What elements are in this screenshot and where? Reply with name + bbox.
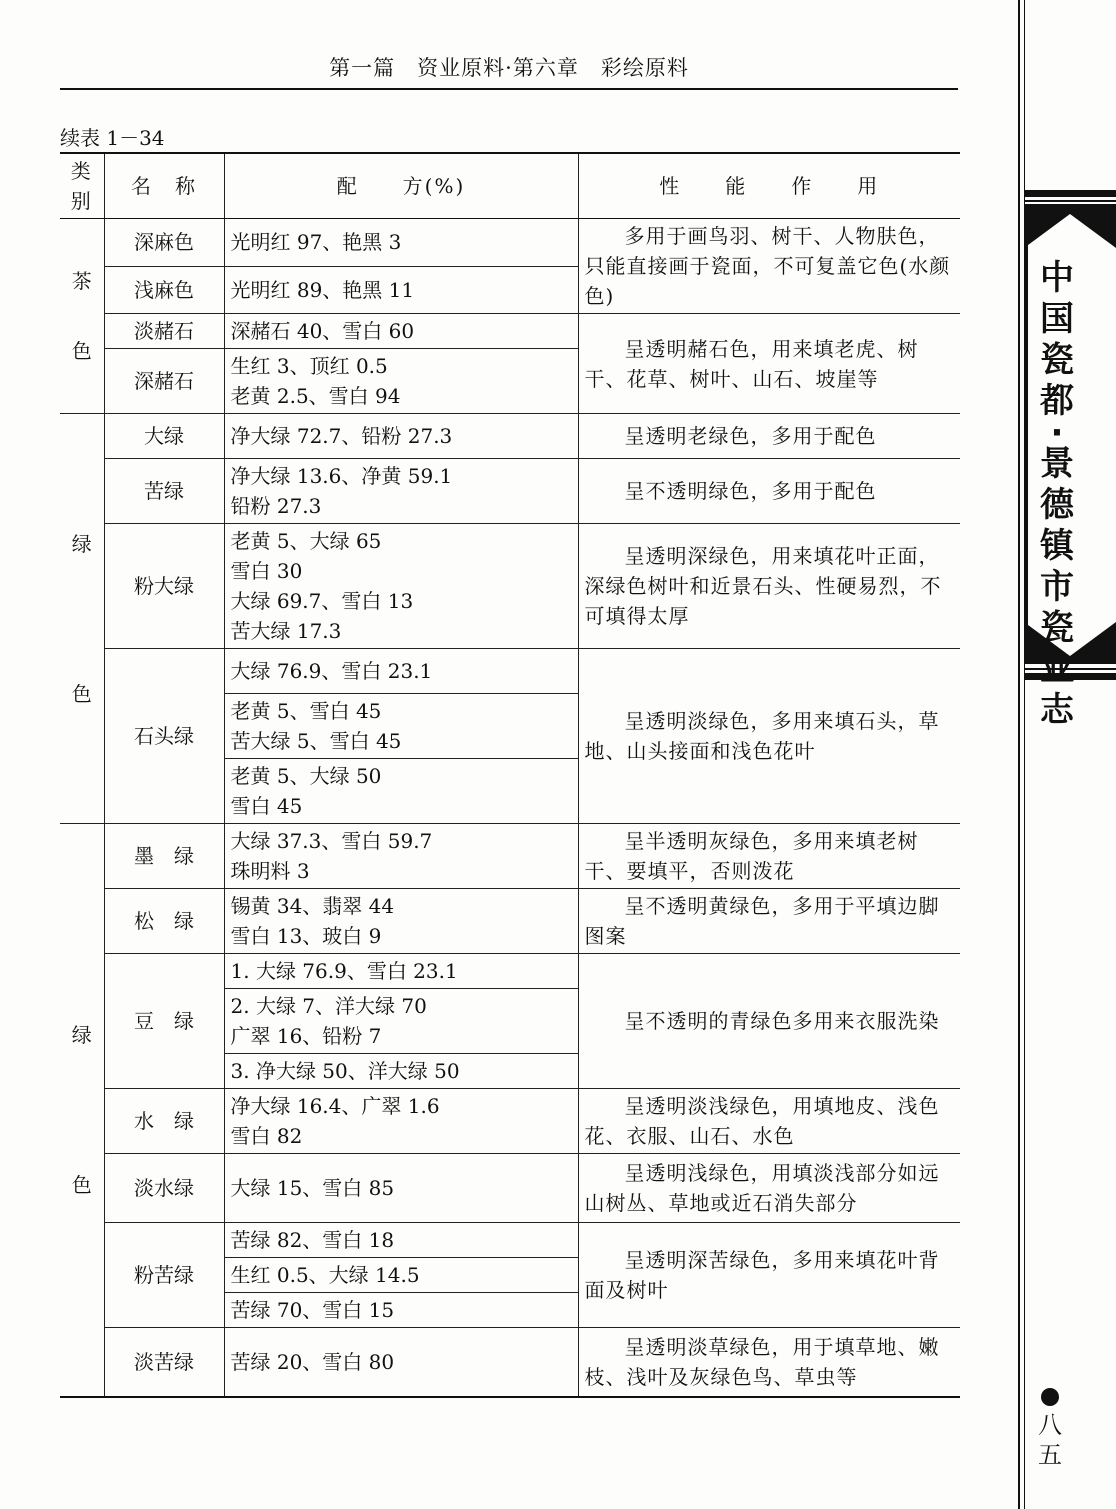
performance-cell bbox=[578, 414, 960, 459]
performance-text: 呈透明深绿色，用来填花叶正面，深绿色树叶和近景石头、性硬易烈，不可填得太厚 bbox=[584, 544, 942, 628]
bullet-icon bbox=[1041, 1388, 1059, 1406]
title-char: 德 bbox=[1040, 485, 1074, 525]
page-number bbox=[1030, 1388, 1070, 1470]
table-row bbox=[60, 524, 960, 649]
formula-line: 大绿 76.9、雪白 23.1 bbox=[230, 659, 433, 683]
table-header-row bbox=[60, 153, 960, 219]
category-char: 茶 bbox=[71, 269, 92, 293]
category-cell bbox=[60, 414, 104, 824]
margin-rule bbox=[1018, 0, 1020, 1509]
formula-line: 光明红 89、艳黑 11 bbox=[230, 277, 415, 302]
pigment-name: 大绿 bbox=[104, 414, 224, 459]
title-char: 瓷 bbox=[1040, 340, 1074, 380]
formula-line: 3. 净大绿 50、洋大绿 50 bbox=[230, 1059, 460, 1083]
performance-cell bbox=[578, 1089, 960, 1154]
formula-line: 深赭石 40、雪白 60 bbox=[230, 319, 415, 343]
pigment-name: 苦绿 bbox=[104, 459, 224, 524]
title-char: 志 bbox=[1040, 690, 1074, 730]
formula-line: 老黄 2.5、雪白 94 bbox=[230, 384, 401, 408]
performance-cell bbox=[578, 459, 960, 524]
formula-line: 雪白 82 bbox=[230, 1124, 303, 1148]
formula-line: 大绿 69.7、雪白 13 bbox=[230, 589, 414, 613]
pigment-name: 浅麻色 bbox=[104, 266, 224, 314]
pigment-name: 墨 绿 bbox=[104, 824, 224, 889]
pigment-name: 石头绿 bbox=[104, 649, 224, 824]
pigment-name: 粉大绿 bbox=[104, 524, 224, 649]
table-row bbox=[60, 219, 960, 267]
category-char: 绿 bbox=[71, 531, 92, 556]
formula-cell bbox=[224, 459, 578, 524]
performance-cell bbox=[578, 314, 960, 414]
performance-text: 呈透明淡浅绿色，用填地皮、浅色花、衣服、山石、水色 bbox=[584, 1094, 940, 1148]
performance-cell bbox=[578, 649, 960, 824]
table-row bbox=[60, 954, 960, 989]
formula-cell bbox=[224, 954, 578, 989]
formula-line: 大绿 37.3、雪白 59.7 bbox=[230, 829, 433, 853]
pigment-name: 豆 绿 bbox=[104, 954, 224, 1089]
formula-line: 雪白 45 bbox=[230, 794, 303, 818]
performance-text: 呈透明赭石色，用来填老虎、树干、花草、树叶、山石、坡崖等 bbox=[584, 336, 919, 391]
formula-line: 苦绿 20、雪白 80 bbox=[230, 1350, 395, 1374]
page-number-char: 五 bbox=[1038, 1441, 1062, 1469]
table-row bbox=[60, 889, 960, 954]
formula-cell bbox=[224, 1258, 578, 1293]
pigment-name: 水 绿 bbox=[104, 1089, 224, 1154]
category-char: 色 bbox=[71, 681, 92, 706]
performance-text: 呈不透明黄绿色，多用于平填边脚图案 bbox=[584, 894, 940, 948]
table-row bbox=[60, 1089, 960, 1154]
title-char: 市 bbox=[1040, 567, 1074, 607]
formula-cell bbox=[224, 889, 578, 954]
formula-cell bbox=[224, 1054, 578, 1089]
formula-line: 大绿 15、雪白 85 bbox=[230, 1176, 395, 1200]
column-header-name: 名 称 bbox=[104, 153, 224, 219]
formula-cell bbox=[224, 219, 578, 267]
formula-cell bbox=[224, 694, 578, 759]
formula-cell bbox=[224, 1293, 578, 1328]
header-rule bbox=[60, 88, 958, 90]
category-spacer bbox=[66, 559, 98, 679]
title-char: 瓷 bbox=[1040, 608, 1074, 648]
formula-line: 光明红 97、艳黑 3 bbox=[230, 230, 402, 255]
page-number-char: 八 bbox=[1038, 1411, 1062, 1439]
formula-cell bbox=[224, 1223, 578, 1258]
formula-line: 老黄 5、大绿 65 bbox=[230, 529, 382, 553]
performance-cell bbox=[578, 824, 960, 889]
performance-text: 呈透明深苦绿色，多用来填花叶背面及树叶 bbox=[584, 1248, 940, 1302]
formula-cell bbox=[224, 759, 578, 824]
formula-line: 2. 大绿 7、洋大绿 70 bbox=[230, 994, 427, 1018]
table-row bbox=[60, 1328, 960, 1398]
formula-line: 雪白 13、玻白 9 bbox=[230, 924, 382, 948]
formula-line: 1. 大绿 76.9、雪白 23.1 bbox=[230, 959, 458, 983]
title-char: 国 bbox=[1040, 299, 1074, 339]
title-char: 镇 bbox=[1040, 526, 1074, 566]
pigment-name: 淡苦绿 bbox=[104, 1328, 224, 1398]
category-char: 绿 bbox=[71, 1023, 92, 1047]
formula-cell bbox=[224, 524, 578, 649]
pigment-name: 深麻色 bbox=[104, 219, 224, 267]
formula-line: 雪白 30 bbox=[230, 559, 303, 583]
performance-text: 呈透明淡绿色，多用来填石头，草地、山头接面和浅色花叶 bbox=[584, 709, 940, 763]
formula-line: 净大绿 72.7、铅粉 27.3 bbox=[230, 424, 453, 448]
performance-text: 呈透明老绿色，多用于配色 bbox=[624, 424, 877, 448]
table-caption: 续表 1－34 bbox=[60, 126, 165, 150]
category-spacer bbox=[66, 296, 98, 336]
performance-cell bbox=[578, 1154, 960, 1223]
pigment-name: 淡赭石 bbox=[104, 314, 224, 349]
table-row bbox=[60, 1154, 960, 1223]
performance-text: 呈透明浅绿色，用填淡浅部分如远山树丛、草地或近石消失部分 bbox=[584, 1161, 940, 1215]
title-char: 中 bbox=[1040, 258, 1074, 298]
formula-line: 生红 0.5、大绿 14.5 bbox=[230, 1263, 420, 1287]
formula-line: 老黄 5、雪白 45 bbox=[230, 699, 382, 723]
performance-cell bbox=[578, 1223, 960, 1328]
formula-line: 苦绿 70、雪白 15 bbox=[230, 1298, 395, 1322]
category-char: 色 bbox=[71, 1173, 92, 1197]
formula-cell bbox=[224, 649, 578, 694]
formula-cell bbox=[224, 414, 578, 459]
formula-line: 锡黄 34、翡翠 44 bbox=[230, 894, 395, 918]
formula-line: 铅粉 27.3 bbox=[230, 494, 322, 518]
table-row bbox=[60, 824, 960, 889]
formula-cell bbox=[224, 824, 578, 889]
formula-line: 苦绿 82、雪白 18 bbox=[230, 1228, 395, 1252]
formula-cell bbox=[224, 314, 578, 349]
formula-line: 生红 3、顶红 0.5 bbox=[230, 354, 388, 378]
performance-text: 呈不透明绿色，多用于配色 bbox=[624, 479, 877, 503]
performance-cell bbox=[578, 219, 960, 314]
formula-cell bbox=[224, 1154, 578, 1223]
title-char: 业 bbox=[1040, 649, 1074, 689]
pigment-name: 淡水绿 bbox=[104, 1154, 224, 1223]
formula-cell bbox=[224, 989, 578, 1054]
performance-cell bbox=[578, 954, 960, 1089]
performance-cell bbox=[578, 1328, 960, 1398]
formula-line: 苦大绿 17.3 bbox=[230, 619, 342, 643]
formula-line: 老黄 5、大绿 50 bbox=[230, 764, 382, 788]
category-spacer bbox=[66, 1050, 98, 1170]
formula-line: 净大绿 16.4、广翠 1.6 bbox=[230, 1094, 440, 1118]
formula-line: 广翠 16、铅粉 7 bbox=[230, 1024, 382, 1048]
sidebar-book-title bbox=[1032, 258, 1082, 731]
formula-line: 净大绿 13.6、净黄 59.1 bbox=[230, 464, 453, 488]
running-header: 第一篇 资业原料·第六章 彩绘原料 bbox=[329, 56, 689, 80]
pigment-name: 深赭石 bbox=[104, 349, 224, 414]
column-header-performance: 性 能 作 用 bbox=[578, 153, 960, 219]
formula-cell bbox=[224, 1089, 578, 1154]
title-char: · bbox=[1050, 413, 1064, 453]
performance-text: 呈半透明灰绿色，多用来填老树干、要填平，否则泼花 bbox=[584, 829, 919, 883]
table-row bbox=[60, 459, 960, 524]
pigment-name: 松 绿 bbox=[104, 889, 224, 954]
table-row bbox=[60, 314, 960, 349]
performance-text: 呈透明淡草绿色，用于填草地、嫩枝、浅叶及灰绿色鸟、草虫等 bbox=[584, 1335, 940, 1389]
performance-cell bbox=[578, 524, 960, 649]
performance-text: 多用于画鸟羽、树干、人物肤色，只能直接画于瓷面，不可复盖它色(水颜色) bbox=[584, 224, 951, 308]
category-cell bbox=[60, 824, 104, 1398]
column-header-category: 类别 bbox=[60, 153, 104, 219]
formula-table bbox=[60, 152, 960, 1398]
performance-cell bbox=[578, 889, 960, 954]
formula-cell bbox=[224, 349, 578, 414]
table-row bbox=[60, 1223, 960, 1258]
column-header-formula: 配 方(%) bbox=[224, 153, 578, 219]
category-cell bbox=[60, 219, 104, 414]
performance-text: 呈不透明的青绿色多用来衣服洗染 bbox=[624, 1009, 940, 1033]
table-row bbox=[60, 414, 960, 459]
title-char: 景 bbox=[1040, 444, 1074, 484]
formula-cell bbox=[224, 266, 578, 314]
pigment-name: 粉苦绿 bbox=[104, 1223, 224, 1328]
formula-cell bbox=[224, 1328, 578, 1398]
formula-line: 苦大绿 5、雪白 45 bbox=[230, 729, 402, 753]
title-char: 都 bbox=[1040, 381, 1074, 421]
category-char: 色 bbox=[71, 339, 92, 363]
formula-line: 珠明料 3 bbox=[230, 859, 310, 883]
table-row bbox=[60, 649, 960, 694]
